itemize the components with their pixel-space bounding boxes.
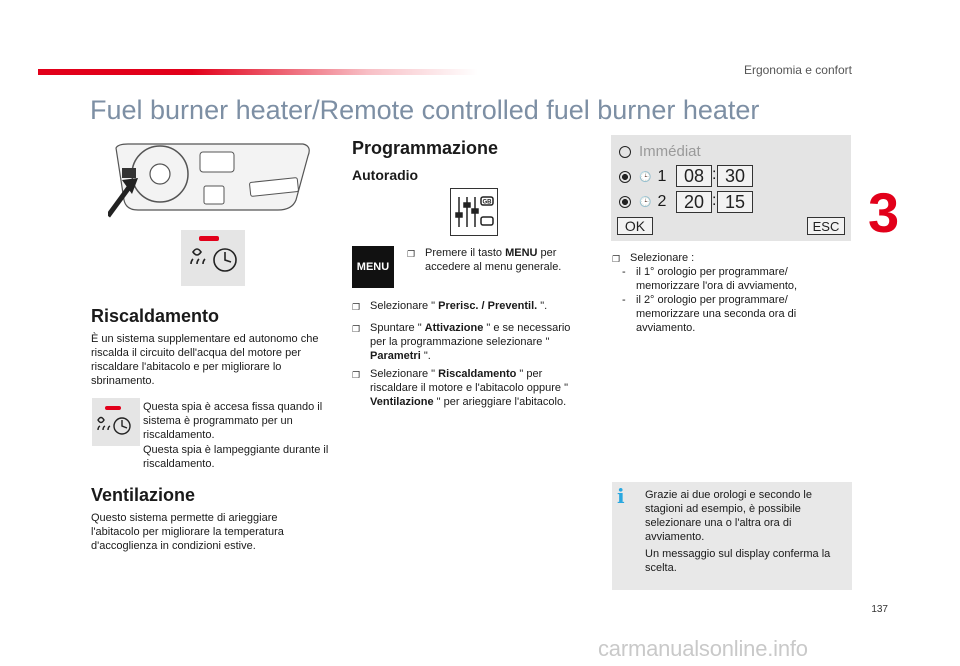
- radio-screen: [611, 135, 851, 241]
- riscaldamento-text: È un sistema supplementare ed autonomo che riscalda il circuito dell'acqua del motore per riscaldare l'abitacolo e per migliorare lo sbrinamento.: [91, 333, 319, 387]
- info-text-2: Un messaggio sul display conferma la scelta.: [645, 548, 831, 574]
- section-label: Ergonomia e confort: [743, 63, 852, 77]
- info-icon: i: [617, 484, 625, 508]
- watermark: carmanualsonline.info: [598, 636, 808, 661]
- heater-warning-lamp-panel: [181, 230, 245, 286]
- step-press-menu: ❐ Premere il tasto MENU per accedere al menu generale.: [407, 247, 562, 273]
- select-item-2: - il 2° orologio per programmare/ memorizzare una seconda ora di avviamento.: [622, 294, 797, 334]
- select-item-1: - il 1° orologio per programmare/ memorizzare l'ora di avviamento,: [622, 266, 798, 292]
- clock-icon: 🕒: [639, 196, 652, 208]
- lamp-note-steady: Questa spia è accesa fissa quando il sistema è programmato per un riscaldamento.: [143, 401, 323, 441]
- timer2-minutes: 15: [717, 191, 753, 213]
- timer2-separator: :: [712, 192, 717, 209]
- step-select-clock: ❐ Selezionare :: [612, 252, 695, 264]
- chapter-number: 3: [868, 181, 900, 244]
- esc-button: ESC: [807, 217, 845, 235]
- step-select-prerisc: ❐ Selezionare " Prerisc. / Preventil. ".: [352, 300, 548, 312]
- info-text-1: Grazie ai due orologi e secondo le stagioni ad esempio, è possibile selezionare una o l'altra ora di avviamento.: [645, 489, 812, 543]
- gb-label: GB: [482, 199, 492, 206]
- radio-button-timer2: [619, 196, 631, 208]
- menu-key: MENU: [352, 246, 394, 288]
- immediate-row: [619, 143, 701, 160]
- timer2-row: [619, 193, 666, 211]
- timer2-index: 2: [657, 193, 667, 210]
- heading-riscaldamento: Riscaldamento: [91, 306, 220, 326]
- timer1-index: 1: [657, 168, 667, 185]
- page-title: Fuel burner heater/Remote controlled fuel burner heater: [90, 95, 760, 125]
- dashboard-illustration: [108, 140, 318, 224]
- header-accent-bar: [38, 69, 478, 75]
- immediate-label: Immédiat: [639, 143, 701, 160]
- lamp-note-flashing: Questa spia è lampeggiante durante il riscaldamento.: [143, 444, 329, 470]
- ok-button: OK: [617, 217, 653, 235]
- ventilazione-text: Questo sistema permette di arieggiare l'abitacolo per migliorare la temperatura d'accoglienza in condizioni estive.: [91, 512, 284, 552]
- step-check-attivazione: ❐ Spuntare " Attivazione " e se necessario per la programmazione selezionare " Parametri ".: [352, 322, 571, 362]
- timer1-minutes: 30: [717, 165, 753, 187]
- page-number: 137: [871, 604, 888, 615]
- heater-lamp-small: [92, 398, 140, 446]
- radio-button-immediate: [619, 146, 631, 158]
- heading-programmazione: Programmazione: [352, 138, 499, 158]
- clock-icon: 🕒: [639, 171, 652, 183]
- heading-ventilazione: Ventilazione: [91, 485, 196, 505]
- radio-control-icon: [450, 188, 498, 236]
- heading-autoradio: Autoradio: [352, 167, 419, 183]
- timer1-hours: 08: [676, 165, 712, 187]
- radio-button-timer1: [619, 171, 631, 183]
- timer1-separator: :: [712, 166, 717, 183]
- timer1-row: [619, 168, 666, 186]
- timer2-hours: 20: [676, 191, 712, 213]
- step-select-riscaldamento: ❐ Selezionare " Riscaldamento " per riscaldare il motore e l'abitacolo oppure " Ventilazione " per arieggiare l'abitacolo.: [352, 368, 568, 408]
